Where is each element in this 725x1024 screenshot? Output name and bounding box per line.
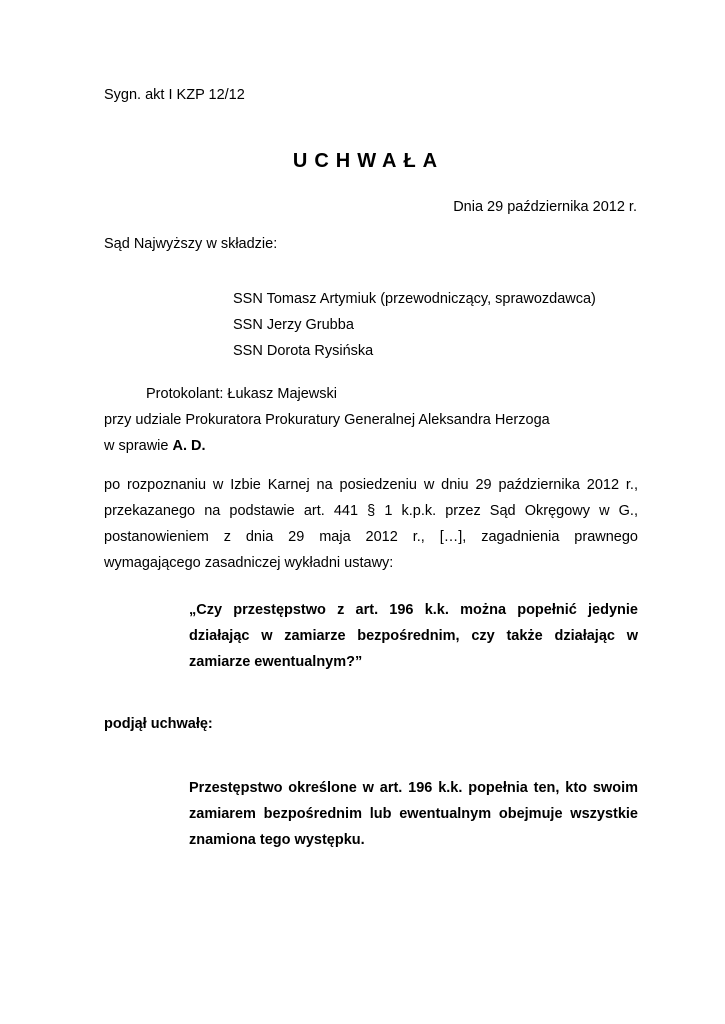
decision-label: podjął uchwałę: xyxy=(104,716,213,732)
prosecutor-line: przy udziale Prokuratora Prokuratury Generalnej Aleksandra Herzoga xyxy=(104,412,550,428)
document-date: Dnia 29 października 2012 r. xyxy=(453,199,637,215)
clerk-line: Protokolant: Łukasz Majewski xyxy=(146,386,337,402)
judges-panel xyxy=(233,286,596,364)
case-party-name: A. D. xyxy=(172,438,206,454)
procedure-paragraph: po rozpoznaniu w Izbie Karnej na posiedzeniu w dniu 29 października 2012 r., przekazanego na podstawie art. 441 § 1 k.p.k. przez Sąd Okręgowy w G., postanowieniem z dnia 29 maja 2012 r., […], zagadnienia prawnego wymagającego zasadniczej wykładni ustawy: xyxy=(104,477,638,571)
legal-question: „Czy przestępstwo z art. 196 k.k. można popełnić jedynie działając w zamiarze bezpośrednim, czy także działając w zamiarze ewentualnym?” xyxy=(189,602,638,670)
court-composition-label: Sąd Najwyższy w składzie: xyxy=(104,236,278,252)
case-prefix: w sprawie xyxy=(104,438,173,454)
resolution-text: Przestępstwo określone w art. 196 k.k. popełnia ten, kto swoim zamiarem bezpośrednim lub ewentualnym obejmuje wszystkie znamiona tego występku. xyxy=(189,780,638,848)
judge-presiding: SSN Tomasz Artymiuk (przewodniczący, sprawozdawca) xyxy=(233,291,596,307)
document-title: UCHWAŁA xyxy=(292,150,445,172)
judge-member: SSN Jerzy Grubba xyxy=(233,317,354,333)
judge-member: SSN Dorota Rysińska xyxy=(233,343,374,359)
case-party-line xyxy=(104,438,206,454)
case-reference: Sygn. akt I KZP 12/12 xyxy=(104,87,245,103)
